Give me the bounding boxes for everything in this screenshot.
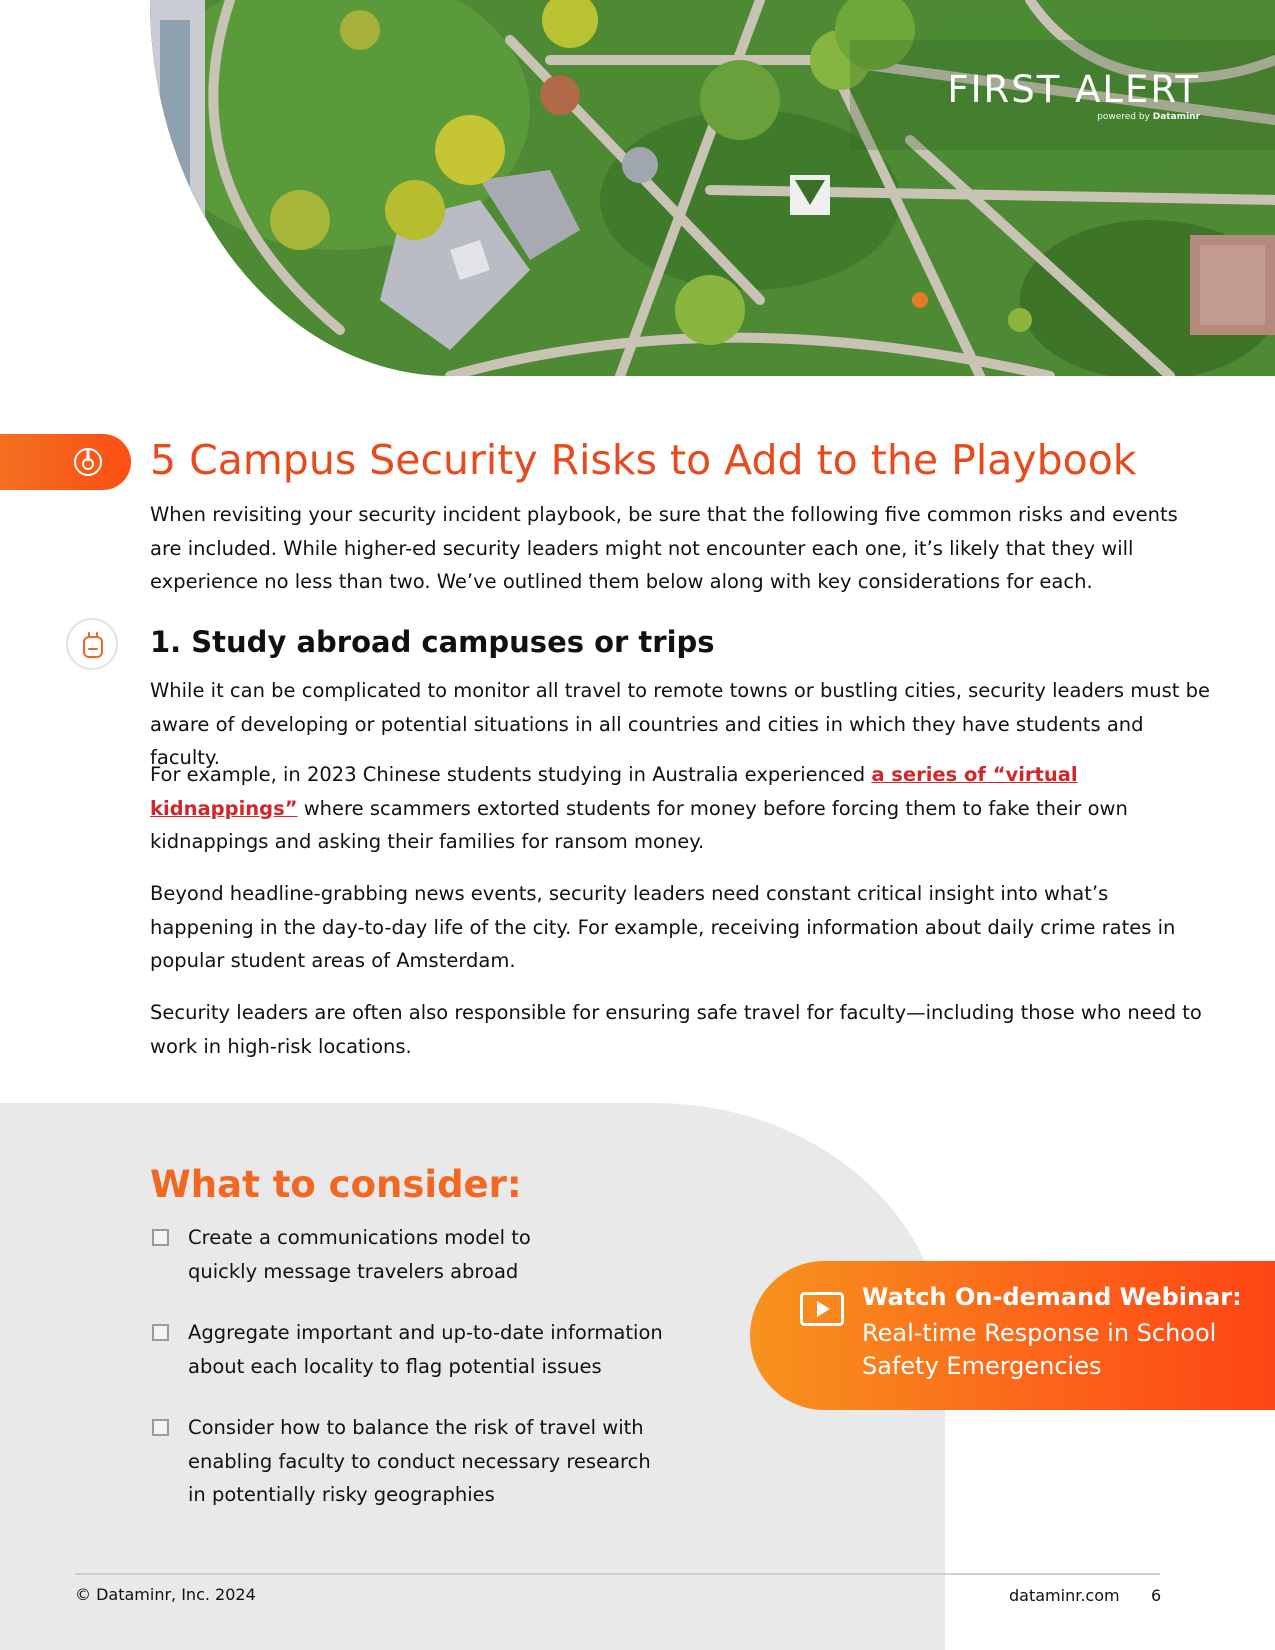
- title-accent-pill: [0, 434, 131, 490]
- paragraph-text: For example, in 2023 Chinese students studying in Australia experienced: [150, 763, 872, 786]
- powered-by: [947, 112, 1200, 122]
- section-paragraph-2: [150, 758, 1210, 859]
- page-number: 6: [1151, 1586, 1162, 1605]
- consider-title: What to consider:: [150, 1163, 522, 1206]
- backpack-icon: [81, 631, 105, 659]
- page-title: 5 Campus Security Risks to Add to the Playbook: [150, 436, 1137, 484]
- play-video-icon: [800, 1292, 844, 1326]
- campus-aerial-illustration: [150, 0, 1275, 376]
- powered-by-company: Dataminr: [1152, 112, 1200, 122]
- checkbox-icon: [152, 1324, 169, 1341]
- footer-divider: [75, 1573, 1160, 1575]
- paragraph-text: where scammers extorted students for money before forcing them to fake their own kidnappings and asking their families for ransom money.: [150, 796, 1128, 853]
- consider-item-text: Create a communications model to quickly message travelers abroad: [188, 1226, 531, 1283]
- footer-copyright: © Dataminr, Inc. 2024: [75, 1585, 256, 1604]
- cta-title: Watch On-demand Webinar:: [862, 1283, 1242, 1311]
- section-paragraph-1: While it can be complicated to monitor all travel to remote towns or bustling cities, security leaders must be aware of developing or potential situations in all countries and cities in which they have students and faculty.: [150, 679, 1210, 769]
- consider-item-text: Aggregate important and up-to-date information about each locality to flag potential issues: [188, 1321, 663, 1378]
- checkbox-icon: [152, 1229, 169, 1246]
- intro-paragraph: When revisiting your security incident playbook, be sure that the following five common risks and events are included. While higher-ed security leaders might not encounter each one, it’s likely that they will experience no less than two. We’ve outlined them below along with key considerations for each.: [150, 503, 1178, 593]
- section-paragraph-4: Security leaders are often also responsible for ensuring safe travel for faculty—including those who need to work in high-risk locations.: [150, 1001, 1202, 1058]
- section-heading: 1. Study abroad campuses or trips: [150, 625, 715, 659]
- brand-name: FIRST ALERT: [947, 68, 1200, 111]
- cta-subtitle: Real-time Response in School Safety Emergencies: [862, 1319, 1217, 1380]
- section-icon-badge: [66, 618, 118, 670]
- alert-beacon-icon: [73, 447, 103, 477]
- virtual-kidnappings-link[interactable]: a series of “virtual kidnappings”: [150, 763, 1078, 820]
- first-alert-logo: [947, 70, 1200, 122]
- checkbox-icon: [152, 1419, 169, 1436]
- consider-item-text: Consider how to balance the risk of travel with enabling faculty to conduct necessary research in potentially risky geographies: [188, 1416, 651, 1506]
- section-paragraph-3: Beyond headline-grabbing news events, security leaders need constant critical insight into what’s happening in the day-to-day life of the city. For example, receiving information about daily crime rates in popular student areas of Amsterdam.: [150, 882, 1176, 972]
- powered-by-prefix: powered by: [1097, 112, 1150, 122]
- webinar-cta-button[interactable]: [750, 1261, 1275, 1410]
- hero-campus-image: [150, 0, 1275, 376]
- footer-site-link[interactable]: dataminr.com: [1009, 1586, 1120, 1605]
